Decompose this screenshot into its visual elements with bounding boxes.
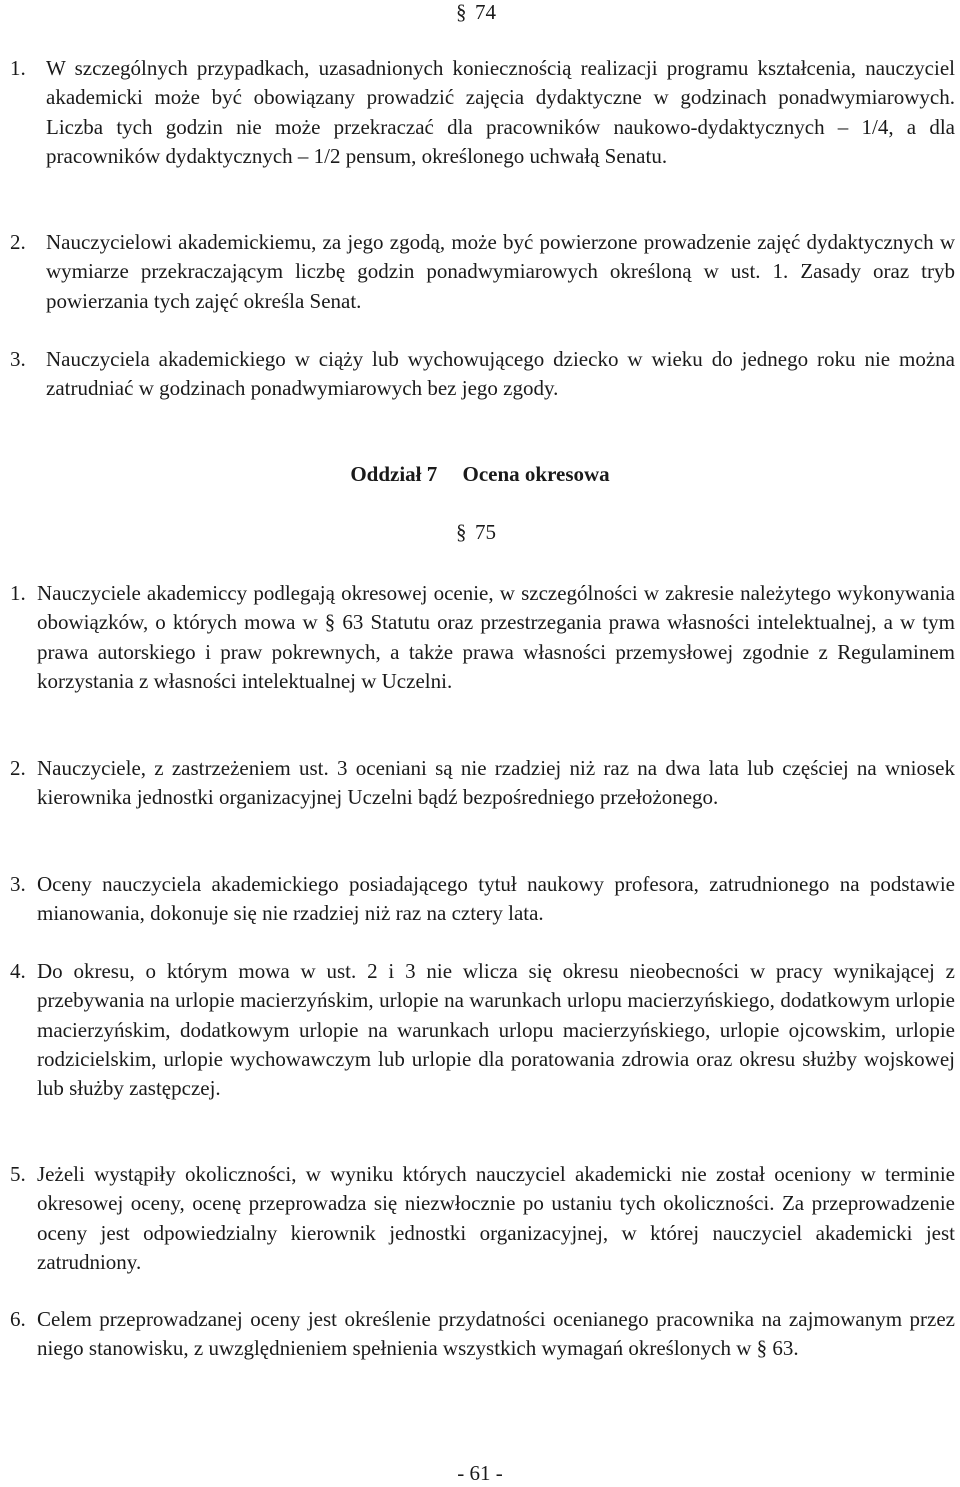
- paragraph-text: Celem przeprowadzanej oceny jest określenie przydatności ocenianego pracownika na zajmowanym przez niego stanowisku, z uwzględnieniem spełnienia wszystkich wymagań określonych w § 63.: [37, 1307, 955, 1361]
- section-75-paragraph-5: [10, 1160, 955, 1277]
- paragraph-number: 1.: [10, 581, 26, 605]
- section-75-paragraph-4: [10, 957, 955, 1103]
- paragraph-number: 3.: [10, 872, 26, 896]
- section-74-paragraph-3: [10, 345, 955, 404]
- section-74-paragraph-2: [10, 228, 955, 316]
- section-74-paragraph-1: [10, 54, 955, 171]
- section-number: 74: [475, 0, 496, 24]
- chapter-label: Oddział 7: [350, 462, 438, 486]
- chapter-title: Ocena okresowa: [462, 462, 610, 486]
- paragraph-text: Nauczyciele, z zastrzeżeniem ust. 3 oceniani są nie rzadziej niż raz na dwa lata lub częściej na wniosek kierownika jednostki organizacyjnej Uczelni bądź bezpośredniego przełożonego.: [37, 756, 955, 810]
- paragraph-number: 5.: [10, 1162, 26, 1186]
- paragraph-number: 3.: [10, 347, 26, 371]
- paragraph-text: Nauczyciele akademiccy podlegają okresowej ocenie, w szczególności w zakresie należytego wykonywania obowiązków, o których mowa w § 63 Statutu oraz przestrzegania prawa własności intelektualnej, a w tym prawa autorskiego i praw pokrewnych, a także prawa własności przemysłowej zgodnie z Regulaminem korzystania z własności intelektualnej w Uczelni.: [37, 581, 955, 693]
- section-sign: §: [456, 520, 467, 544]
- section-number: 75: [475, 520, 496, 544]
- section-75-paragraph-6: [10, 1305, 955, 1364]
- paragraph-number: 2.: [10, 756, 26, 780]
- paragraph-number: 1.: [10, 56, 26, 80]
- paragraph-text: Nauczycielowi akademickiemu, za jego zgodą, może być powierzone prowadzenie zajęć dydaktycznych w wymiarze przekraczającym liczbę godzin ponadwymiarowych określoną w ust. 1. Zasady oraz tryb powierzania tych zajęć określa Senat.: [46, 230, 955, 313]
- section-75-paragraph-1: [10, 579, 955, 696]
- paragraph-text: Do okresu, o którym mowa w ust. 2 i 3 nie wlicza się okresu nieobecności w pracy wynikającej z przebywania na urlopie macierzyńskim, urlopie na warunkach urlopu macierzyńskiego, dodatkowym urlopie macierzyńskim, dodatkowym urlopie na warunkach urlopu macierzyńskiego, urlopie ojcowskim, urlopie rodzicielskim, urlopie wychowawczym lub urlopie dla poratowania zdrowia oraz okresu służby wojskowej lub służby zastępczej.: [37, 959, 955, 1101]
- paragraph-text: Oceny nauczyciela akademickiego posiadającego tytuł naukowy profesora, zatrudnionego na podstawie mianowania, dokonuje się nie rzadziej niż raz na cztery lata.: [37, 872, 955, 926]
- paragraph-number: 2.: [10, 230, 26, 254]
- paragraph-text: Jeżeli wystąpiły okoliczności, w wyniku których nauczyciel akademicki nie został oceniony w terminie okresowej oceny, ocenę przeprowadza się niezwłocznie po ustaniu tych okoliczności. Za przeprowadzenie oceny jest odpowiedzialny kierownik jednostki organizacyjnej, w której nauczyciel akademicki jest zatrudniony.: [37, 1162, 955, 1274]
- paragraph-number: 4.: [10, 959, 26, 983]
- paragraph-text: Nauczyciela akademickiego w ciąży lub wychowującego dziecko w wieku do jednego roku nie można zatrudniać w godzinach ponadwymiarowych bez jego zgody.: [46, 347, 955, 401]
- section-75-paragraph-2: [10, 754, 955, 813]
- chapter-heading: [0, 462, 960, 487]
- page-number: - 61 -: [457, 1461, 503, 1485]
- section-sign: §: [456, 0, 467, 24]
- paragraph-text: W szczególnych przypadkach, uzasadnionych koniecznością realizacji programu kształcenia, nauczyciel akademicki może być obowiązany prowadzić zajęcia dydaktyczne w godzinach ponadwymiarowych. Liczba tych godzin nie może przekraczać dla pracowników naukowo-dydaktycznych – 1/4, a dla pracowników dydaktycznych – 1/2 pensum, określonego uchwałą Senatu.: [46, 56, 955, 168]
- section-75-paragraph-3: [10, 870, 955, 929]
- paragraph-number: 6.: [10, 1307, 26, 1331]
